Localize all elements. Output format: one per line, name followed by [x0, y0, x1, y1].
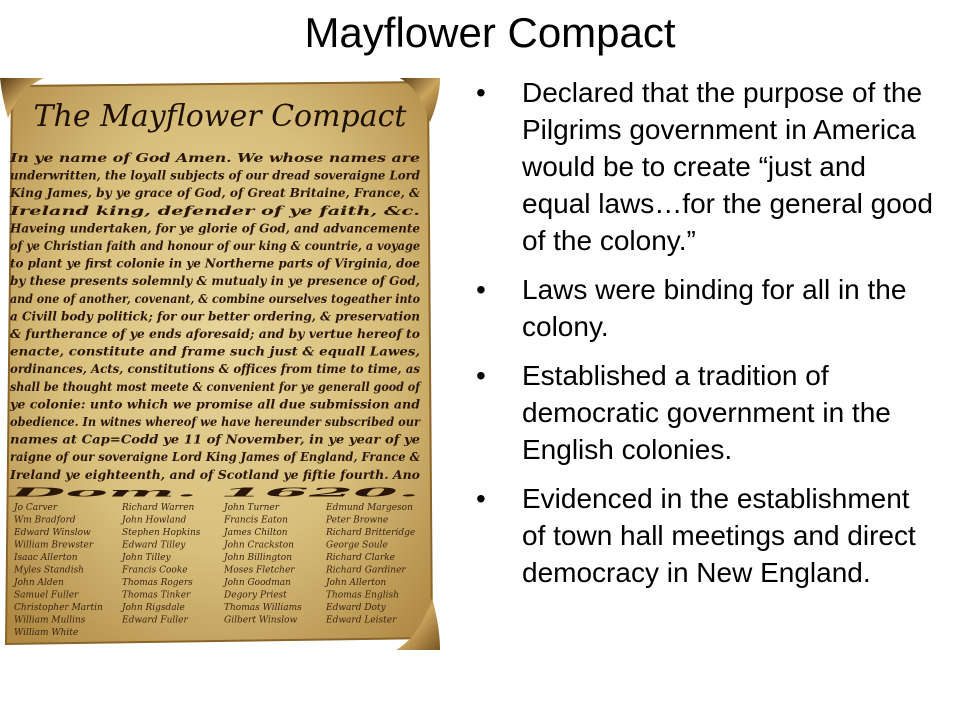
signature: Myles Standish [14, 565, 84, 576]
signature: Edward Fuller [122, 615, 188, 626]
signature: George Soule [326, 540, 388, 551]
signature: Richard Gardiner [326, 565, 406, 576]
document-line: obedience. In witnes whereof we have hereunder subscribed our [10, 415, 422, 429]
document-line: raigne of our soveraigne Lord King James of England, France & [10, 450, 421, 465]
signature: William White [14, 628, 79, 638]
signature: William Mullins [14, 615, 86, 626]
document-line: Dom. 1620. [4, 485, 421, 500]
signature: John Billington [224, 553, 292, 563]
signature: Jo Carver [14, 503, 58, 513]
bullet-item-purpose [470, 74, 940, 259]
slide-title: Mayflower Compact [304, 9, 676, 56]
signature: Degory Priest [224, 590, 287, 601]
signature: Thomas Williams [224, 603, 302, 613]
document-line: and one of another, covenant, & combine ourselves togeather into [10, 291, 420, 306]
document-line: by these presents solemnly & mutualy in ye presence of God, [10, 274, 420, 289]
signature: James Chilton [224, 528, 288, 538]
signature: Thomas Rogers [122, 578, 193, 588]
signature: Edward Tilley [122, 540, 186, 551]
signature: John Tilley [122, 553, 171, 563]
bullet-item-town-hall [470, 480, 940, 591]
document-line: ordinances, Acts, constitutions & offices from time to time, as [10, 362, 421, 377]
bullet-glyph: • [476, 77, 486, 108]
signature: Samuel Fuller [14, 590, 79, 601]
document-title: The Mayflower Compact [33, 99, 407, 134]
signature: Thomas Tinker [122, 590, 191, 601]
bullet-item-binding-laws [470, 271, 940, 345]
signature: Wm Bradford [14, 515, 76, 526]
signature: John Allerton [326, 578, 387, 588]
bullet-text: Laws were binding for all in the colony. [522, 274, 907, 342]
signature: Stephen Hopkins [122, 528, 201, 538]
document-line: to plant ye first colonie in ye Northerne parts of Virginia, doe [10, 256, 421, 271]
document-line: a Civill body politick; for our better ordering, & preservation [10, 309, 420, 324]
bullet-list [470, 74, 940, 603]
document-line: & furtherance of ye ends aforesaid; and by vertue hereof to [10, 327, 420, 341]
signature: Francis Eaton [224, 515, 288, 526]
signature: John Howland [122, 515, 187, 526]
signature: Christopher Martin [14, 603, 103, 613]
bullet-item-tradition [470, 357, 940, 468]
signature: Francis Cooke [122, 565, 188, 576]
signature: Edmund Margeson [326, 503, 413, 513]
document-line: ye colonie: unto which we promise all due submission and [8, 397, 421, 412]
document-line: names at Cap=Codd ye 11 of November, in ye year of ye [10, 432, 421, 447]
document-line: Haveing undertaken, for ye glorie of God, and advancemente [9, 221, 421, 236]
document-line: Ireland ye eighteenth, and of Scotland ye fiftie fourth. Ano [8, 467, 421, 482]
signature: John Crackston [224, 540, 294, 551]
signature: John Goodman [224, 578, 291, 588]
bullet-glyph: • [476, 274, 486, 305]
signature: Gilbert Winslow [224, 615, 298, 626]
bullet-glyph: • [476, 360, 486, 391]
signature: Thomas English [326, 590, 399, 601]
signature: Moses Fletcher [224, 565, 295, 576]
signature: Edward Leister [326, 615, 397, 626]
signature: Richard Clarke [326, 553, 395, 563]
bullet-glyph: • [476, 483, 486, 514]
bullet-text: Evidenced in the establishment of town hall meetings and direct democracy in New England. [522, 483, 916, 588]
signature: Richard Warren [122, 503, 195, 513]
bullet-text: Established a tradition of democratic government in the English colonies. [522, 360, 891, 465]
signature: John Turner [224, 503, 280, 513]
signature: Richard Britteridge [326, 528, 416, 538]
document-line: In ye name of God Amen. We whose names are [8, 151, 421, 165]
document-line: shall be thought most meete & convenient for ye generall good of [10, 379, 422, 394]
signature: William Brewster [14, 540, 94, 551]
document-line: of ye Christian faith and honour of our king & countrie, a voyage [10, 239, 421, 253]
document-line: Ireland king, defender of ye faith, &c. [8, 203, 420, 218]
signature: Edward Winslow [14, 528, 91, 538]
signature: John Alden [14, 578, 64, 588]
document-line: underwritten, the loyall subjects of our dread soveraigne Lord [10, 168, 421, 183]
document-line: enacte, constitute and frame such just & equall Lawes, [10, 344, 420, 359]
document-line: King James, by ye grace of God, of Great Britaine, France, & [8, 186, 421, 201]
signature: Isaac Allerton [14, 553, 78, 563]
signature: Peter Browne [326, 515, 389, 526]
mayflower-compact-document-image [0, 78, 440, 650]
bullet-text: Declared that the purpose of the Pilgrims government in America would be to create “just and equal laws…for the general good of the colony.” [522, 77, 933, 256]
signature: John Rigsdale [122, 603, 185, 613]
signature: Edward Doty [326, 603, 386, 613]
